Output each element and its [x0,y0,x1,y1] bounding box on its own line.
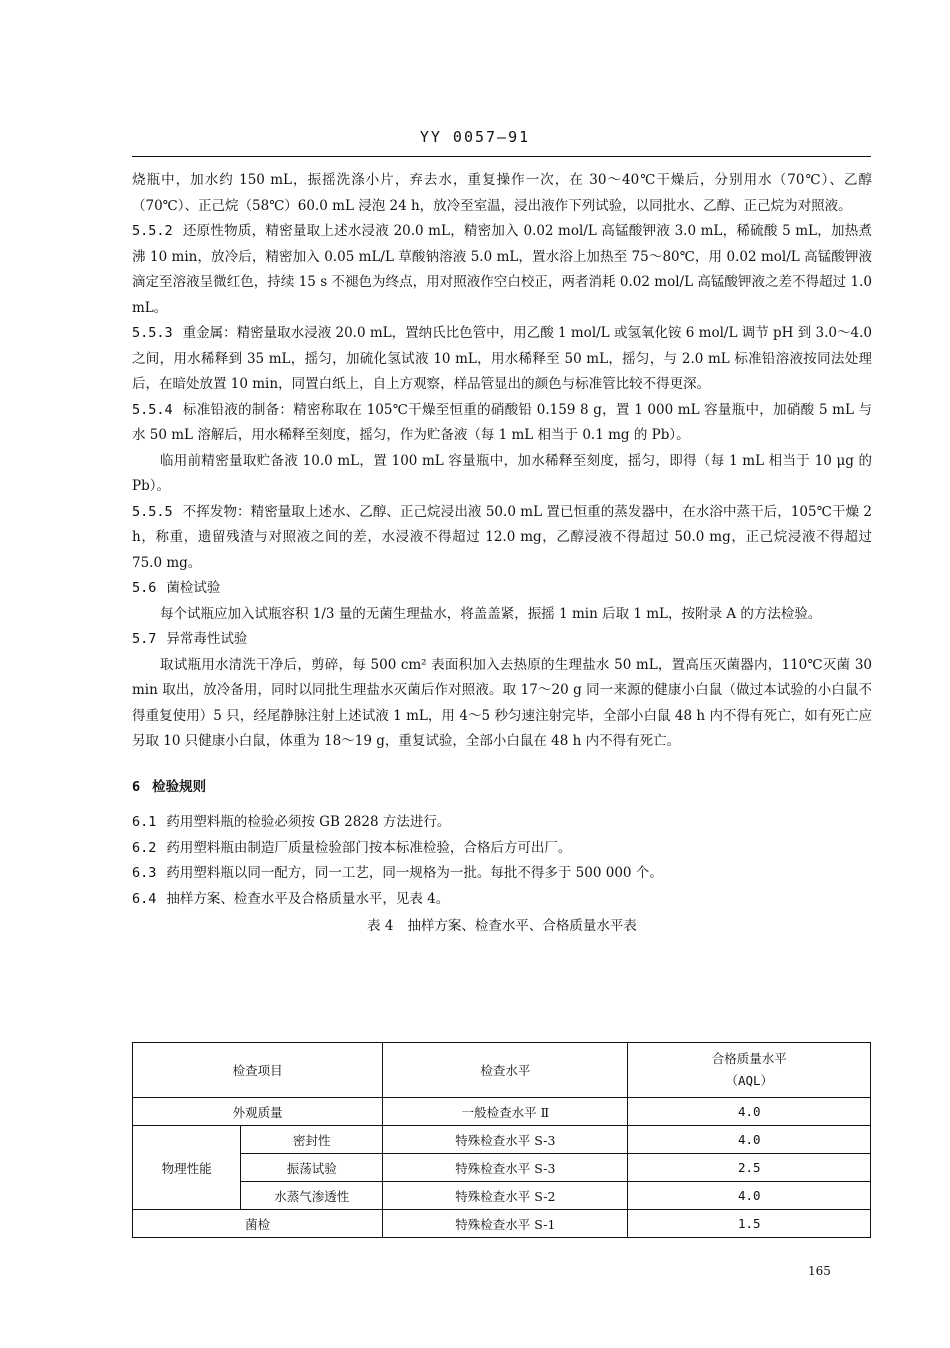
cell-item: 菌检 [133,1210,383,1238]
cell-level: 一般检查水平 Ⅱ [383,1098,628,1126]
table-caption [132,914,872,940]
cell-aql: 4.0 [628,1098,871,1126]
clause-6-1 [132,810,872,836]
table-number: 表 4 [367,918,394,934]
table-row [133,1182,871,1210]
clause-6-3 [132,861,872,887]
table-row [133,1126,871,1154]
clause-number: 5.5.4 [132,401,173,418]
clause-text: 还原性物质，精密量取上述水浸液 20.0 mL，精密加入 0.02 mol/L 高锰酸钾液 3.0 mL，稀硫酸 5 mL，加热煮沸 10 min，放冷后，精密加入 0.05 mL/L 草酸钠溶液 5.0 mL，置水浴上加热至 75～80℃，用 0.02 mol/L 高锰酸钾液滴定至溶液呈微红色，持续 15 s 不褪色为终点，用对照液作空白校正，两者消耗 0.02 mol/L 高锰酸钾液之差不得超过 1.0 mL。 [132,223,872,316]
clause-number: 5.6 [132,580,157,596]
header-aql [628,1043,871,1098]
cell-aql: 2.5 [628,1154,871,1182]
clause-5-5-3 [132,321,872,398]
clause-6-2 [132,836,872,862]
cell-level: 特殊检查水平 S-3 [383,1154,628,1182]
clause-number: 6.4 [132,890,157,907]
clause-5-5-4 [132,398,872,449]
cell-aql: 4.0 [628,1182,871,1210]
clause-5-7-heading [132,627,872,653]
cell-level: 特殊检查水平 S-3 [383,1126,628,1154]
table-header-row [133,1043,871,1098]
clause-text: 不挥发物：精密量取上述水、乙醇、正己烷浸出液 50.0 mL 置已恒重的蒸发器中，在水浴中蒸干后，105℃干燥 2 h，称重，遗留残渣与对照液之间的差，水浸液不得超过 12.0 mg，乙醇浸液不得超过 50.0 mg，正己烷浸液不得超过 75.0 mg。 [132,503,872,571]
clause-text: 重金属：精密量取水浸液 20.0 mL，置纳氏比色管中，用乙酸 1 mol/L 或氢氧化铵 6 mol/L 调节 pH 到 3.0～4.0 之间，用水稀释到 35 mL，摇匀，加硫化氢试液 10 mL，用水稀释至 50 mL，摇匀，与 2.0 mL 标准铅溶液按同法处理后，在暗处放置 10 min，同置白纸上，自上方观察，样品管显出的颜色与标准管比较不得更深。 [132,325,872,392]
clause-number: 5.5.2 [132,223,173,239]
header-level: 检查水平 [383,1043,628,1098]
sampling-plan-table [132,1042,871,1238]
cell-item: 密封性 [241,1126,383,1154]
clause-5-5-4-continued: 临用前精密量取贮备液 10.0 mL，置 100 mL 容量瓶中，加水稀释至刻度，摇匀，即得（每 1 mL 相当于 10 μg 的 Pb）。 [132,452,872,494]
cell-level: 特殊检查水平 S-1 [383,1210,628,1238]
clause-text: 药用塑料瓶以同一配方，同一工艺，同一规格为一批。每批不得多于 500 000 个。 [166,865,663,881]
clause-number: 6.2 [132,839,157,856]
clause-number: 5.5.3 [132,325,173,341]
cell-aql: 1.5 [628,1210,871,1238]
header-aql-line2: （AQL） [725,1073,774,1088]
header-aql-line1: 合格质量水平 [711,1051,787,1066]
chapter-number: 6 [132,778,141,795]
table-title: 抽样方案、检查水平、合格质量水平表 [407,918,637,934]
cell-item: 振荡试验 [241,1154,383,1182]
document-body [132,168,872,940]
chapter-6-heading [132,775,872,801]
clause-5-6-heading [132,576,872,602]
table-row [133,1210,871,1238]
clause-5-5-2 [132,219,872,321]
continued-paragraph: 烧瓶中，加水约 150 mL，振摇洗涤小片，弃去水，重复操作一次，在 30～40℃干燥后，分别用水（70℃）、乙醇（70℃）、正己烷（58℃）60.0 mL 浸泡 24 h，放冷至室温，浸出液作下列试验，以同批水、乙醇、正己烷为对照液。 [132,172,872,214]
clause-5-6-text: 每个试瓶应加入试瓶容积 1/3 量的无菌生理盐水，将盖盖紧，振摇 1 min 后取 1 mL，按附录 A 的方法检验。 [160,605,822,622]
header-item: 检查项目 [133,1043,383,1098]
clause-number: 6.3 [132,865,157,881]
clause-5-7-text: 取试瓶用水清洗干净后，剪碎，每 500 cm² 表面积加入去热原的生理盐水 50 mL，置高压灭菌器内，110℃灭菌 30 min 取出，放冷备用，同时以同批生理盐水灭菌后作对照液。取 17～20 g 同一来源的健康小白鼠（做过本试验的小白鼠不得重复使用）5 只，经尾静脉注射上述试液 1 mL，用 4～5 秒匀速注射完毕，全部小白鼠 48 h 内不得有死亡，如有死亡应另取 10 只健康小白鼠，体重为 18～19 g，重复试验，全部小白鼠在 48 h 内不得有死亡。 [132,656,872,749]
page-number: 165 [808,1264,831,1278]
header-rule [132,156,871,157]
table-row [133,1098,871,1126]
clause-text: 药用塑料瓶由制造厂质量检验部门按本标准检验，合格后方可出厂。 [166,839,572,856]
clause-5-5-5 [132,500,872,577]
cell-group: 物理性能 [133,1126,241,1210]
cell-level: 特殊检查水平 S-2 [383,1182,628,1210]
clause-number: 5.7 [132,631,157,647]
cell-item: 水蒸气渗透性 [241,1182,383,1210]
standard-code-header: YY 0057—91 [419,128,531,146]
clause-title: 菌检试验 [166,580,221,596]
clause-6-4 [132,887,872,913]
clause-text: 药用塑料瓶的检验必须按 GB 2828 方法进行。 [166,814,451,830]
chapter-title: 检验规则 [152,778,207,795]
clause-title: 异常毒性试验 [166,631,248,647]
clause-text: 抽样方案、检查水平及合格质量水平，见表 4。 [166,890,450,907]
clause-number: 6.1 [132,814,157,830]
table-row [133,1154,871,1182]
cell-item: 外观质量 [133,1098,383,1126]
cell-aql: 4.0 [628,1126,871,1154]
clause-text: 标准铅液的制备：精密称取在 105℃干燥至恒重的硝酸铅 0.159 8 g，置 1 000 mL 容量瓶中，加硝酸 5 mL 与水 50 mL 溶解后，用水稀释至刻度，摇匀，作为贮备液（每 1 mL 相当于 0.1 mg 的 Pb）。 [132,401,872,443]
clause-number: 5.5.5 [132,503,173,520]
